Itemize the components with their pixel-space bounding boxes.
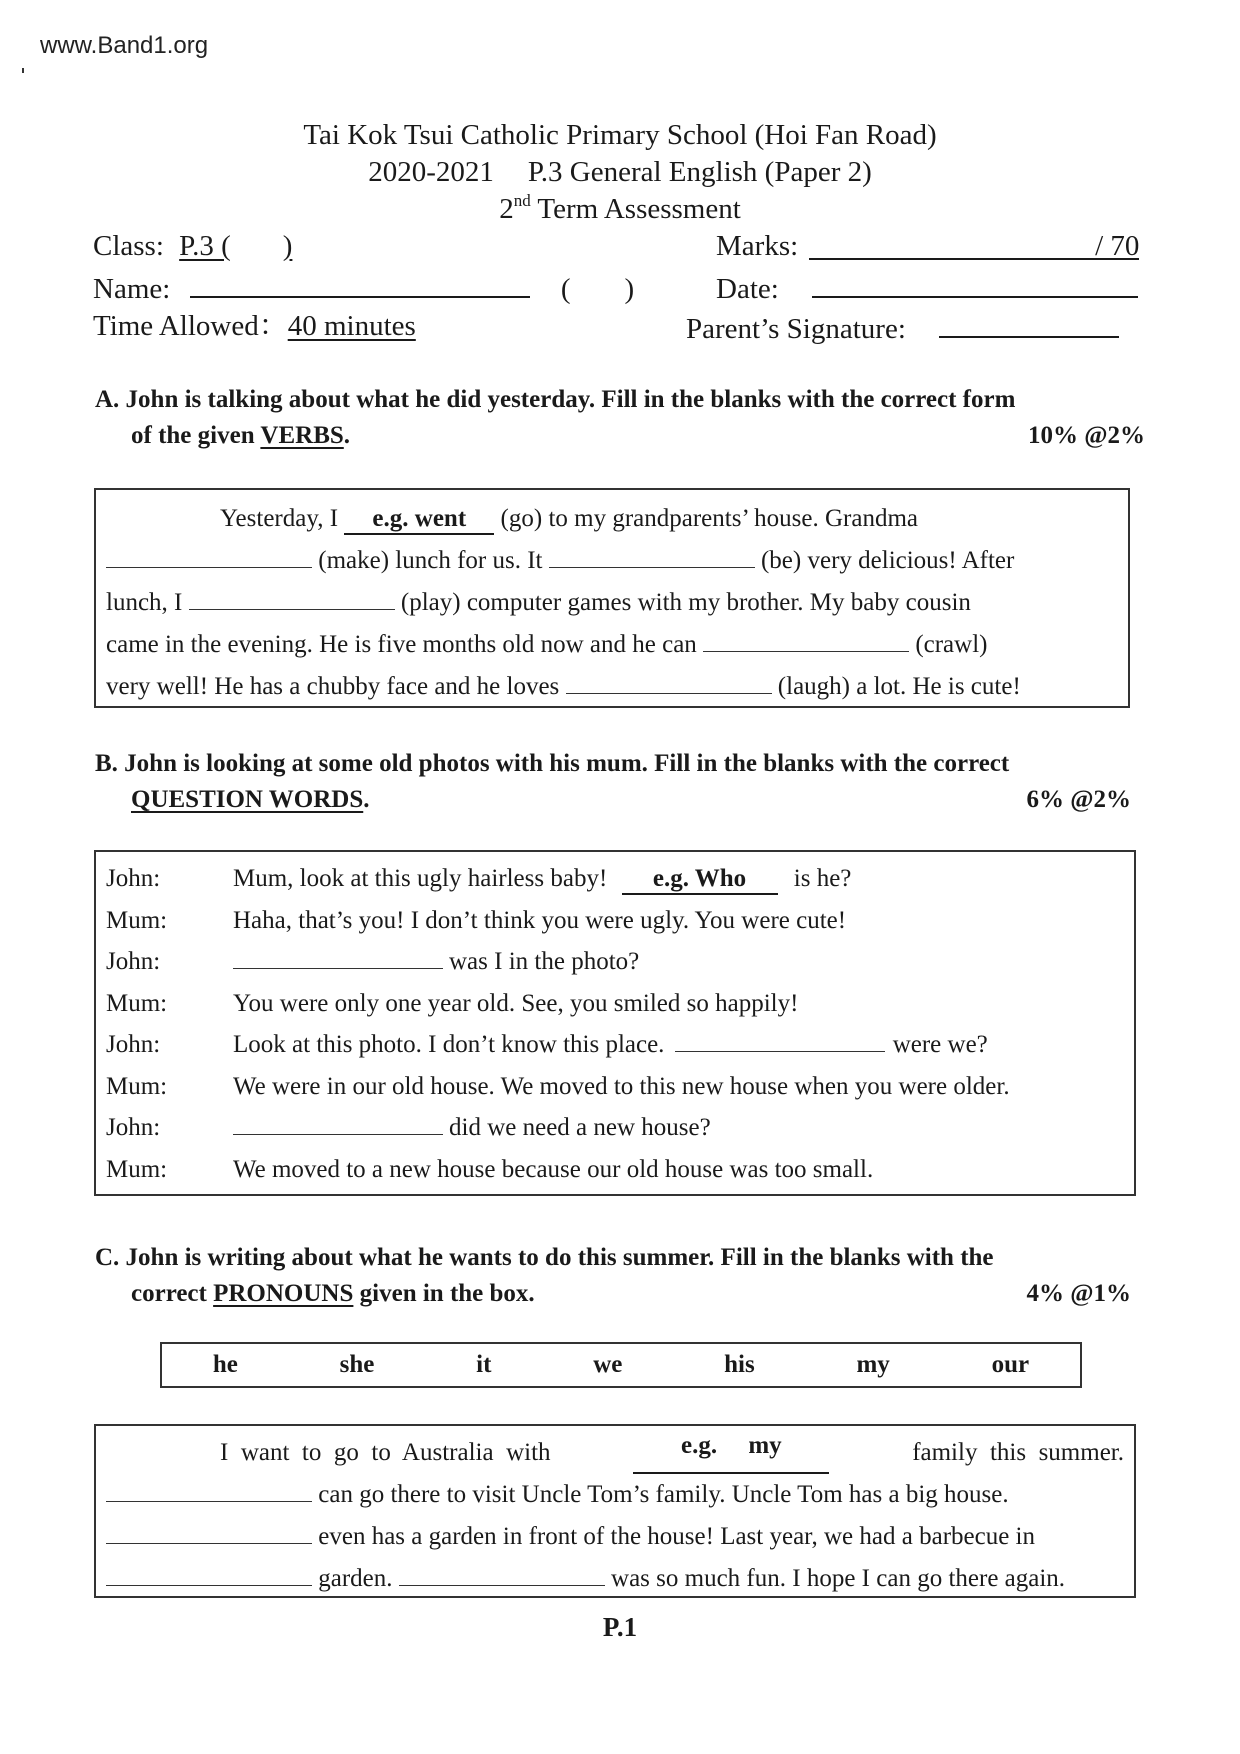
school-year: 2020-2021 (368, 156, 494, 188)
answer-blank-4[interactable] (703, 628, 909, 652)
answer-blank-1[interactable] (106, 1478, 312, 1502)
word-option: it (476, 1351, 492, 1378)
date-field (716, 268, 1138, 307)
marks-field (716, 228, 1139, 264)
scan-speck (22, 68, 24, 73)
passage-line: came in the evening. He is five months old now and he can (crawl) (106, 624, 1118, 666)
marks-blank[interactable] (809, 228, 1139, 260)
time-label: Time Allowed： (93, 310, 288, 342)
passage-line: lunch, I (play) computer games with my brother. My baby cousin (106, 582, 1118, 624)
dialogue-line: Mum: We were in our old house. We moved to this new house when you were older. (106, 1066, 1124, 1108)
subject: P.3 General English (Paper 2) (527, 156, 872, 188)
passage-line: very well! He has a chubby face and he loves (laugh) a lot. He is cute! (106, 666, 1118, 708)
passage-line: I want to go to Australia with e.g. my family this summer. (106, 1432, 1124, 1474)
time-allowed (93, 308, 416, 344)
marks-label: Marks: (716, 230, 799, 262)
section-b-heading: B. John is looking at some old photos with his mum. Fill in the blanks with the correct QUESTION WORDS. 6% @2% (95, 746, 1145, 818)
name-label: Name: (93, 273, 171, 305)
passage-line: garden. was so much fun. I hope I can go there again. (106, 1558, 1124, 1600)
speaker: Mum: (106, 1155, 168, 1183)
word-option: my (856, 1351, 890, 1378)
speaker: John: (106, 948, 161, 975)
class-number-close: ) (624, 273, 635, 305)
class-value[interactable]: P.3 ( ) (179, 230, 293, 262)
name-field (93, 268, 634, 307)
keyword-pronouns: PRONOUNS (213, 1280, 354, 1307)
class-label: Class: (93, 230, 164, 262)
time-value: 40 minutes (287, 310, 416, 342)
keyword-question-words: QUESTION WORDS (131, 786, 364, 813)
class-field (93, 228, 310, 264)
example-answer: e.g. went (344, 505, 494, 535)
date-label: Date: (716, 273, 779, 305)
section-c-instruction: C. John is writing about what he wants to do this summer. Fill in the blanks with the (95, 1244, 994, 1271)
answer-blank-2[interactable] (549, 544, 755, 568)
speaker: John: (106, 865, 161, 892)
dialogue-line: John: Look at this photo. I don’t know this place. were we? (106, 1024, 1124, 1066)
example-answer: e.g. my (633, 1432, 829, 1474)
answer-blank-5[interactable] (566, 670, 772, 694)
speaker: Mum: (106, 906, 168, 934)
section-c-passage-box (94, 1424, 1136, 1598)
speaker: John: (106, 1031, 161, 1058)
speaker: John: (106, 1114, 161, 1141)
page-number: P.1 (602, 1612, 638, 1642)
dialogue-line: Mum: You were only one year old. See, you smiled so happily! (106, 983, 1124, 1025)
signature-blank[interactable] (939, 308, 1119, 338)
speaker: Mum: (106, 989, 168, 1017)
passage-line: (make) lunch for us. It (be) very delicious! After (106, 540, 1118, 582)
watermark: www.Band1.org (40, 32, 209, 59)
paper-title (0, 153, 1240, 191)
pronoun-word-box (160, 1342, 1082, 1388)
answer-blank-2[interactable] (106, 1520, 312, 1544)
section-a-heading: A. John is talking about what he did yesterday. Fill in the blanks with the correct form of the given VERBS. 10% @2% (95, 382, 1145, 454)
school-name: Tai Kok Tsui Catholic Primary School (Hoi Fan Road) (303, 119, 937, 151)
term-suffix: nd (513, 191, 531, 210)
marks-total: / 70 (1095, 230, 1140, 262)
class-number-open: ( (560, 273, 571, 305)
word-option: he (212, 1351, 238, 1378)
answer-blank-4[interactable] (399, 1562, 605, 1586)
section-a-marks: 10% @2% (1027, 422, 1145, 449)
example-answer: e.g. Who (622, 865, 778, 895)
word-option: we (593, 1351, 623, 1378)
assessment-title (0, 190, 1240, 228)
dialogue-line: John: Mum, look at this ugly hairless baby! e.g. Who is he? (106, 858, 1124, 900)
section-b-dialogue-box (94, 850, 1136, 1196)
answer-blank-2[interactable] (675, 1028, 885, 1052)
answer-blank-1[interactable] (233, 945, 443, 969)
passage-line: can go there to visit Uncle Tom’s family. Uncle Tom has a big house. (106, 1474, 1124, 1516)
word-option: our (991, 1351, 1030, 1378)
section-a-instruction: A. John is talking about what he did yesterday. Fill in the blanks with the correct form (95, 386, 1016, 413)
signature-label: Parent’s Signature: (686, 313, 906, 345)
section-c-marks: 4% @1% (1026, 1280, 1131, 1307)
section-b-marks: 6% @2% (1026, 786, 1131, 813)
signature-field (686, 308, 1119, 347)
word-option: his (724, 1351, 755, 1378)
dialogue-line: Mum: We moved to a new house because our old house was too small. (106, 1149, 1124, 1191)
section-a-passage-box (94, 488, 1130, 708)
answer-blank-3[interactable] (106, 1562, 312, 1586)
answer-blank-3[interactable] (189, 586, 395, 610)
name-blank[interactable] (190, 268, 530, 298)
term-rest: Term Assessment (537, 193, 741, 225)
answer-blank-3[interactable] (233, 1111, 443, 1135)
keyword-verbs: VERBS (260, 422, 344, 449)
word-option: she (339, 1351, 375, 1378)
date-blank[interactable] (812, 268, 1138, 298)
term-ordinal: 2 (499, 193, 514, 225)
answer-blank-1[interactable] (106, 544, 312, 568)
passage-line: Yesterday, I e.g. went (go) to my grandparents’ house. Grandma (106, 498, 1118, 540)
dialogue-line: John: did we need a new house? (106, 1107, 1124, 1149)
passage-line: even has a garden in front of the house! Last year, we had a barbecue in (106, 1516, 1124, 1558)
section-b-instruction: B. John is looking at some old photos with his mum. Fill in the blanks with the correct (95, 750, 1010, 777)
section-c-heading: C. John is writing about what he wants to do this summer. Fill in the blanks with the correct PRONOUNS given in the box. 4% @1% (95, 1240, 1145, 1312)
speaker: Mum: (106, 1072, 168, 1100)
dialogue-line: John: was I in the photo? (106, 941, 1124, 983)
dialogue-line: Mum: Haha, that’s you! I don’t think you were ugly. You were cute! (106, 900, 1124, 942)
